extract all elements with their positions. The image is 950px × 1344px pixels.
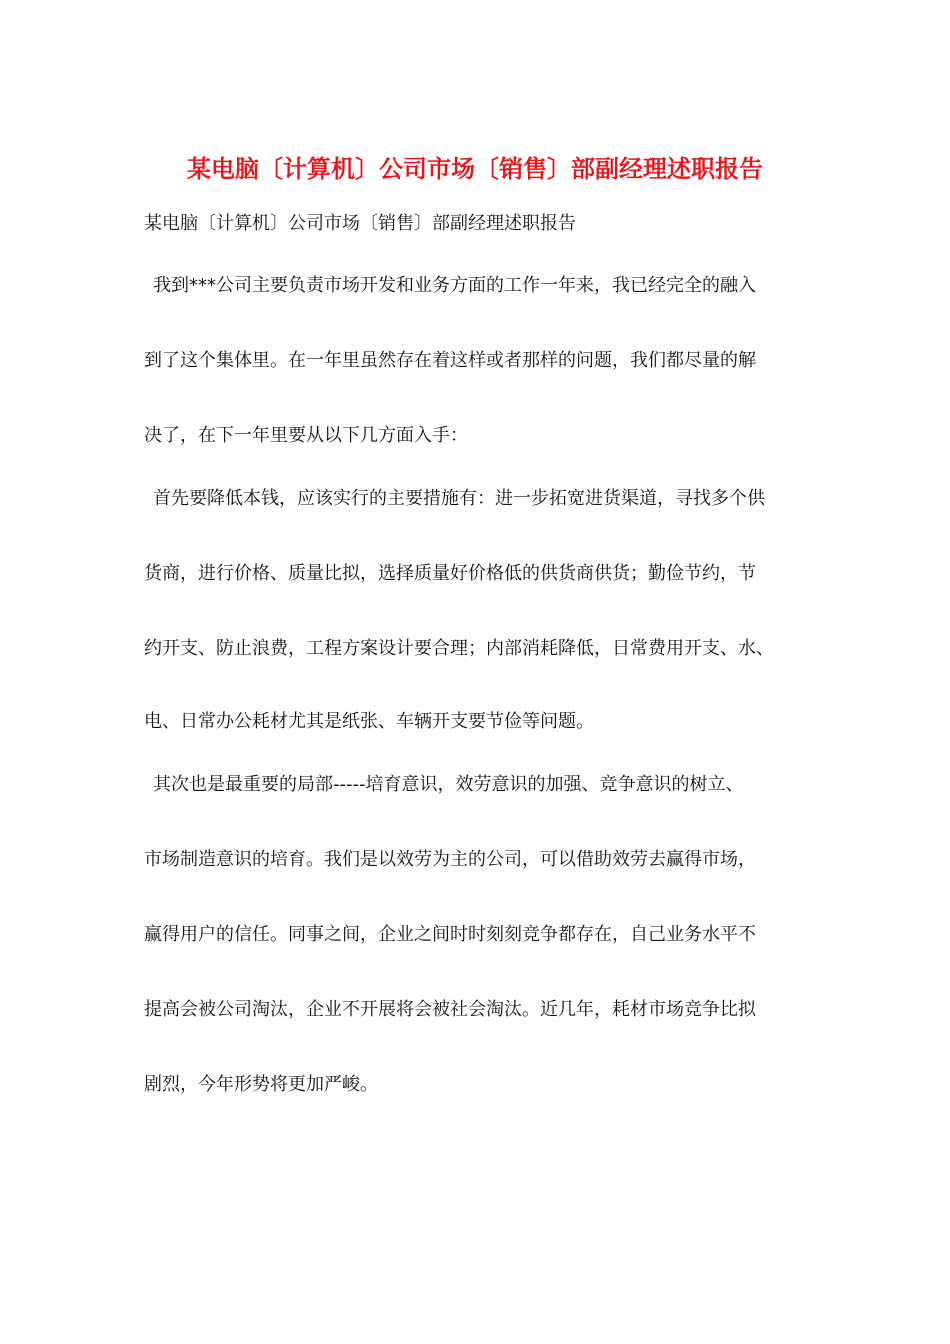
body-line-11: 提高会被公司淘汰，企业不开展将会被社会淘汰。近几年，耗材市场竞争比拟 [144, 999, 756, 1020]
body-line-6: 约开支、防止浪费，工程方案设计要合理；内部消耗降低，日常费用开支、水、 [144, 638, 774, 659]
document-title: 某电脑〔计算机〕公司市场〔销售〕部副经理述职报告 [187, 154, 763, 183]
body-line-2: 到了这个集体里。在一年里虽然存在着这样或者那样的问题，我们都尽量的解 [144, 350, 756, 371]
body-line-5: 货商，进行价格、质量比拟，选择质量好价格低的供货商供货；勤俭节约，节 [144, 563, 756, 584]
body-line-8: 其次也是最重要的局部-----培育意识，效劳意识的加强、竞争意识的树立、 [153, 774, 744, 795]
body-line-12: 剧烈，今年形势将更加严峻。 [144, 1074, 378, 1095]
body-line-4: 首先要降低本钱，应该实行的主要措施有：进一步拓宽进货渠道，寻找多个供 [153, 488, 765, 509]
document-subtitle: 某电脑〔计算机〕公司市场〔销售〕部副经理述职报告 [144, 213, 576, 234]
body-line-3: 决了，在下一年里要从以下几方面入手： [144, 425, 468, 446]
body-line-1: 我到***公司主要负责市场开发和业务方面的工作一年来，我已经完全的融入 [153, 275, 756, 296]
body-line-9: 市场制造意识的培育。我们是以效劳为主的公司，可以借助效劳去赢得市场， [144, 849, 756, 870]
body-line-10: 赢得用户的信任。同事之间，企业之间时时刻刻竞争都存在，自己业务水平不 [144, 924, 756, 945]
body-line-7: 电、日常办公耗材尤其是纸张、车辆开支要节俭等问题。 [144, 711, 594, 732]
